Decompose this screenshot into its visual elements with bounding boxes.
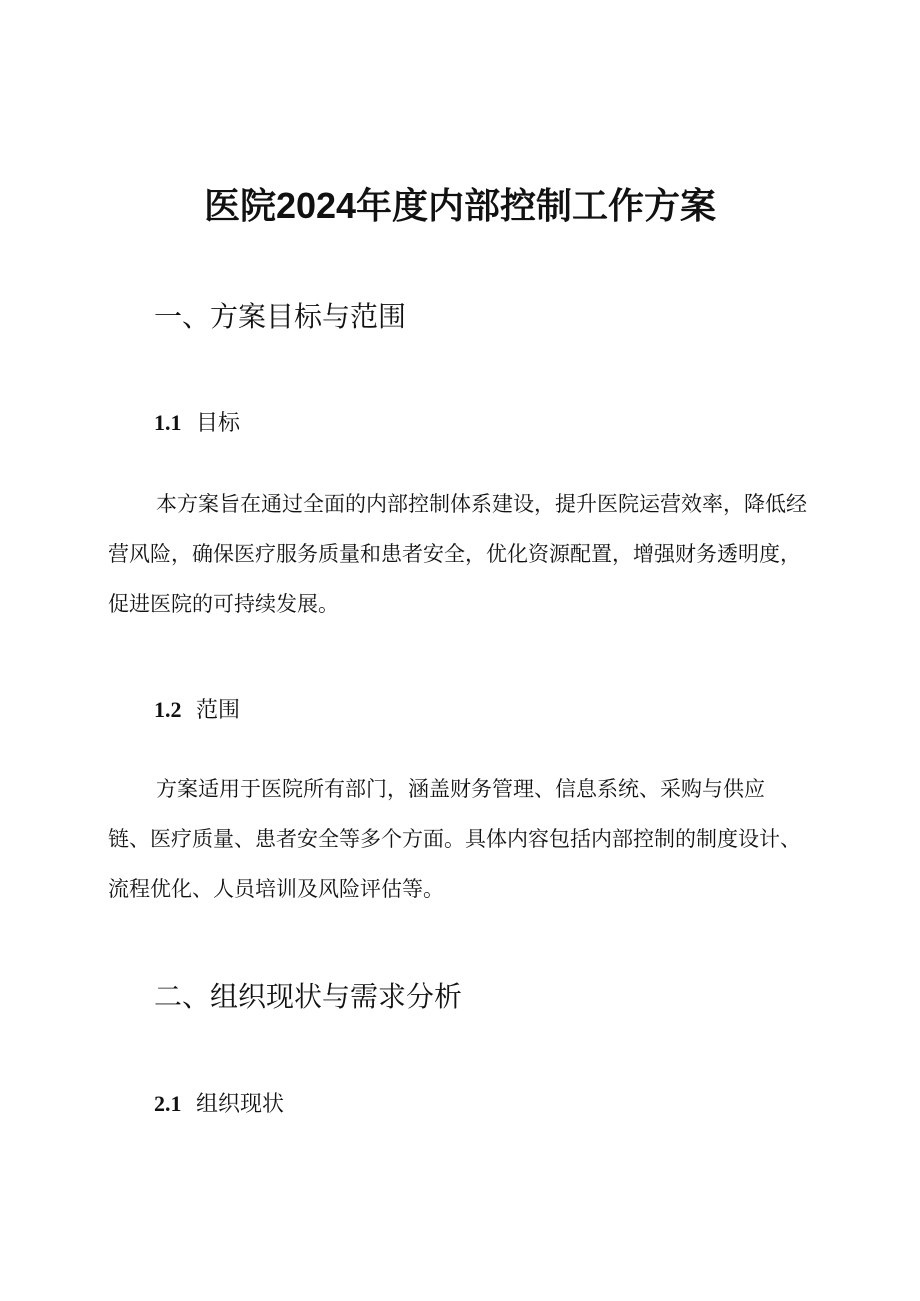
document-title: 医院2024年度内部控制工作方案 bbox=[203, 185, 717, 226]
paragraph-goal bbox=[108, 479, 820, 629]
subsection-heading-2-1 bbox=[154, 1088, 284, 1120]
subsection-title: 目标 bbox=[196, 410, 241, 435]
paragraph-line: 流程优化、人员培训及风险评估等。 bbox=[108, 877, 444, 901]
paragraph-line: 方案适用于医院所有部门，涵盖财务管理、信息系统、采购与供应 bbox=[156, 777, 765, 801]
subsection-number: 1.1 bbox=[154, 410, 182, 435]
paragraph-scope bbox=[108, 764, 820, 914]
subsection-heading-1-2 bbox=[154, 694, 240, 726]
subsection-title: 范围 bbox=[196, 697, 241, 722]
subsection-heading-1-1 bbox=[154, 407, 240, 439]
subsection-title: 组织现状 bbox=[196, 1091, 285, 1116]
subsection-number: 1.2 bbox=[154, 697, 182, 722]
subsection-number: 2.1 bbox=[154, 1091, 182, 1116]
section-heading-1: 一、方案目标与范围 bbox=[154, 301, 407, 332]
paragraph-line: 营风险，确保医疗服务质量和患者安全，优化资源配置，增强财务透明度， bbox=[108, 542, 801, 566]
section-heading-2: 二、组织现状与需求分析 bbox=[154, 981, 463, 1012]
paragraph-line: 链、医疗质量、患者安全等多个方面。具体内容包括内部控制的制度设计、 bbox=[108, 827, 801, 851]
paragraph-line: 本方案旨在通过全面的内部控制体系建设，提升医院运营效率，降低经 bbox=[156, 492, 807, 516]
paragraph-line: 促进医院的可持续发展。 bbox=[108, 592, 339, 616]
